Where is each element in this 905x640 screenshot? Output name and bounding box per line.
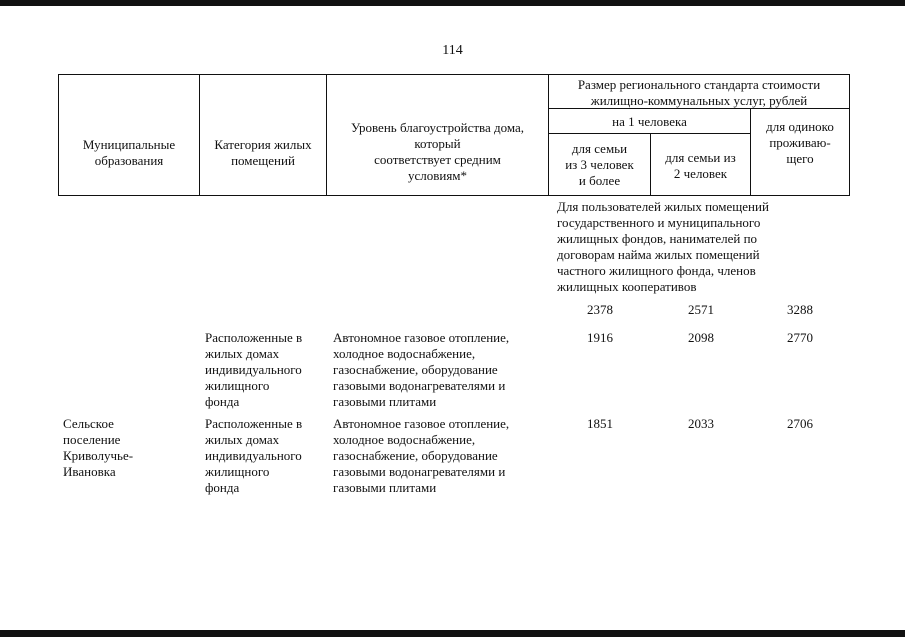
row-family2: 2098 [688, 330, 714, 345]
header-municipality: Муниципальные образования [82, 137, 176, 168]
page-number: 114 [442, 43, 463, 58]
top-border [0, 0, 905, 6]
users-note: Для пользователей жилых помещений государственного и муниципального жилищных фондов, нанимателей по договорам найма жилых помещений частного жилищного фонда, членов жилищных кооперативов [557, 199, 769, 294]
header-single: для одиноко проживаю- щего [766, 119, 834, 166]
row-category: Расположенные в жилых домах индивидуального жилищного фонда [205, 330, 303, 409]
row-single: 2706 [787, 416, 813, 431]
header-category: Категория жилых помещений [214, 137, 312, 168]
row-level: Автономное газовое отопление, холодное водоснабжение, газоснабжение, оборудование газовыми водонагревателями и газовыми плитами [333, 416, 510, 495]
header-top-rule [58, 74, 850, 75]
row-category: Расположенные в жилых домах индивидуального жилищного фонда [205, 416, 303, 495]
header-family3: для семьи из 3 человек и более [565, 141, 634, 188]
header-level: Уровень благоустройства дома, который соответствует средним условиям* [350, 120, 525, 183]
header-standard: Размер регионального стандарта стоимости жилищно-коммунальных услуг, рублей [577, 77, 821, 108]
header-vrule-2 [199, 74, 200, 196]
total-single: 3288 [787, 302, 813, 317]
municipality-name: Сельское поселение Криволучье- Ивановка [63, 416, 134, 479]
row-single: 2770 [787, 330, 813, 345]
total-family2: 2571 [688, 302, 714, 317]
bottom-border [0, 630, 905, 637]
header-per-person: на 1 человека [612, 114, 687, 129]
row-family3: 1916 [587, 330, 613, 345]
row-family2: 2033 [688, 416, 714, 431]
total-family3: 2378 [587, 302, 613, 317]
header-family2: для семьи из 2 человек [665, 150, 736, 181]
header-vrule-1 [58, 74, 59, 196]
header-bottom-rule [58, 195, 850, 196]
row-family3: 1851 [587, 416, 613, 431]
header-vrule-7 [849, 74, 850, 196]
row-level: Автономное газовое отопление, холодное водоснабжение, газоснабжение, оборудование газовыми водонагревателями и газовыми плитами [333, 330, 510, 409]
